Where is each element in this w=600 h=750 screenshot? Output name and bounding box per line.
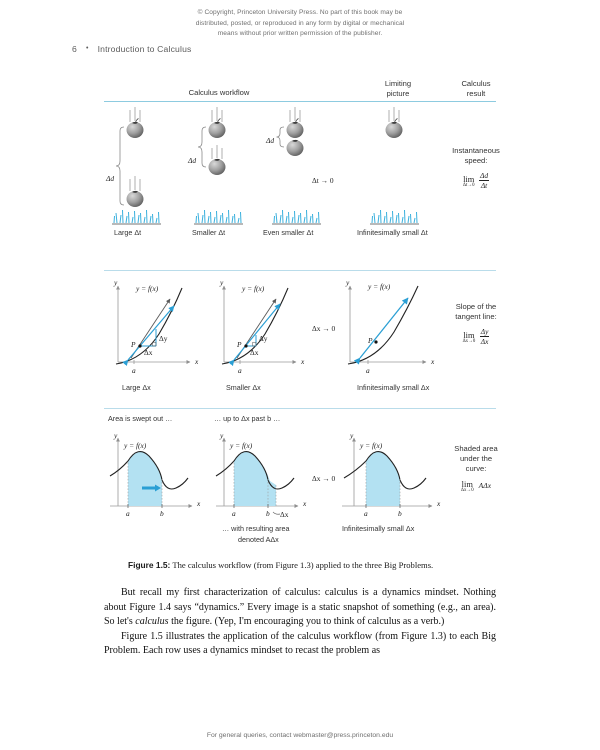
column-header-limiting-picture-line2: picture: [386, 89, 410, 99]
row1-limit-fraction: $\frac{\Delta d}{\Delta t}$: [480, 171, 489, 190]
row2-panel1-point-p: P: [131, 340, 136, 349]
row3-limit-arrow-text: Δx → 0: [312, 474, 336, 483]
row3-limit-body: AΔx: [478, 481, 492, 491]
row3-panel2-curve-label: y = f(x): [230, 441, 253, 450]
row2-panel1-delta-x: Δx: [144, 348, 153, 357]
paragraph-1-part-a: But recall my first characterization of calculus: calculus is a dynamics mindset. Nothing about Figure 1.4 says “dynamics.” Every image is a static snapshot of something (e.g., an area). So let's: [104, 587, 496, 628]
apple-icon: [287, 140, 304, 156]
paragraph-1-part-b: the figure. (Yep, I'm encouraging you to think of calculus as a verb.): [168, 616, 445, 628]
row3-limit-axis-x: x: [437, 499, 441, 508]
row1-result-line1: Instantaneous: [452, 146, 500, 155]
row3-result-limit: [440, 480, 512, 493]
row1-limit-caption: Infinitesimally small Δt: [357, 228, 428, 237]
row2-result-line1: Slope of the: [455, 302, 497, 311]
row2-limit-axis-y: y: [346, 278, 350, 287]
apple-icon: [209, 159, 226, 175]
row3-limit-tick-b: b: [398, 509, 402, 518]
row3-result-line1: Shaded area: [454, 444, 498, 453]
column-header-calculus-result-line1: Calculus: [461, 79, 491, 88]
row1-panel1-caption: Large Δt: [114, 228, 142, 237]
body-text: [104, 586, 496, 659]
row3-limit-axis-y: y: [350, 431, 354, 440]
row3-limit-curve-label: y = f(x): [360, 441, 383, 450]
row2-limit-fraction: $\frac{\Delta y}{\Delta x}$: [480, 327, 489, 346]
grass-icon: [370, 210, 419, 225]
column-header-calculus-result-line2: result: [466, 89, 486, 99]
row3-panel2-axis-y: y: [220, 431, 224, 440]
row3-panel2-tick-b: b: [266, 509, 270, 518]
figure-caption-text: The calculus workflow (from Figure 1.3) applied to the three Big Problems.: [170, 560, 434, 570]
row1-panel1-delta-d: Δd: [106, 174, 115, 183]
copyright-line-3: means without prior written permission of the publisher.: [217, 30, 383, 38]
grass-icon: [112, 210, 161, 225]
row3-panel2-bottom-note-2: denoted AΔx: [238, 535, 279, 544]
row1-panel3-caption: Even smaller Δt: [263, 228, 314, 237]
row3-panel1-top-note: Area is swept out …: [108, 414, 173, 423]
copyright-notice: [0, 8, 600, 40]
row3-result-line2: under the: [459, 454, 493, 464]
grass-icon: [272, 210, 321, 225]
running-head: [72, 44, 192, 54]
figure-rule-row1-row2: [104, 270, 496, 271]
row2-panel1-axis-x: x: [195, 357, 199, 366]
row3-limit-operator: lim Δx→0: [460, 480, 474, 493]
paragraph-1-emphasis: calculus: [135, 616, 169, 628]
row2-panel2-axis-x: x: [301, 357, 305, 366]
apple-icon: [127, 191, 144, 207]
row3-graphics: [104, 428, 496, 548]
row2-panel2-delta-x: Δx: [250, 348, 259, 357]
row1-limit-operator: lim Δt→0: [462, 174, 475, 188]
apple-icon: [287, 119, 304, 139]
separator-bullet-icon: •: [85, 45, 89, 52]
row1-panel2-delta-d: Δd: [188, 156, 197, 165]
apple-icon: [127, 119, 144, 139]
row2-limit-operator: lim Δx→0: [462, 330, 476, 344]
row3-panel2-axis-x: x: [303, 499, 307, 508]
figure-caption: [128, 560, 488, 572]
row3-panel2-top-note: … up to Δx past b …: [214, 414, 281, 423]
apple-icon: [209, 119, 226, 139]
row2-panel2-caption: Smaller Δx: [226, 383, 261, 392]
grass-icon: [194, 210, 243, 225]
row2-panel1-tick-a: a: [132, 366, 136, 375]
row2-panel1-axis-y: y: [114, 278, 118, 287]
row2-panel1-delta-y: Δy: [159, 334, 168, 343]
apple-icon: [386, 119, 403, 139]
row2-panel2-tick-a: a: [238, 366, 242, 375]
figure-caption-label: Figure 1.5:: [128, 560, 171, 570]
row2-panel2-axis-y: y: [220, 278, 224, 287]
paragraph-2: Figure 1.5 illustrates the application of the calculus workflow (from Figure 1.3) to each Big Problem. Each row uses a dynamics mindset to recast the problem as: [104, 630, 496, 657]
column-header-limiting-picture: [362, 79, 434, 99]
row2-panel2-point-p: P: [237, 340, 242, 349]
row2-result-line2: tangent line:: [455, 312, 497, 322]
figure-rule-row2-row3: [104, 408, 496, 409]
row1-result-limit: [440, 172, 512, 190]
row3-panel1-curve-label: y = f(x): [124, 441, 147, 450]
row1-result-text: [440, 146, 512, 166]
column-header-workflow: Calculus workflow: [188, 88, 250, 97]
column-header-limiting-picture-line1: Limiting: [384, 79, 412, 88]
row3-panel1-axis-y: y: [114, 431, 118, 440]
row2-limit-caption: Infinitesimally small Δx: [357, 383, 430, 392]
page-number: 6: [72, 44, 77, 54]
figure-rule-top: [104, 101, 496, 102]
chapter-title: Introduction to Calculus: [97, 44, 192, 54]
row2-limit-point-p: P: [368, 336, 373, 345]
row3-panel2-bottom-note-1: … with resulting area: [222, 524, 290, 533]
row1-limit-arrow-text: Δt → 0: [312, 176, 334, 185]
row2-panel1-curve-label: y = f(x): [136, 284, 159, 293]
row3-result-line3: curve:: [465, 464, 487, 474]
row1-graphics: [104, 104, 496, 269]
row1-panel3-delta-d: Δd: [266, 136, 275, 145]
row2-panel2-curve-label: y = f(x): [242, 284, 265, 293]
column-header-calculus-result: [442, 79, 510, 99]
row2-limit-curve-label: y = f(x): [368, 282, 391, 291]
row3-limit-caption: Infinitesimally small Δx: [342, 524, 415, 533]
figure-1-5: [104, 76, 500, 556]
row2-result-text: [440, 302, 512, 322]
row3-panel2-delta-x: Δx: [280, 510, 289, 519]
row3-panel1-tick-a: a: [126, 509, 130, 518]
row3-limit-tick-a: a: [364, 509, 368, 518]
row1-panel2-caption: Smaller Δt: [192, 228, 226, 237]
row3-panel1-axis-x: x: [197, 499, 201, 508]
row2-panel1-caption: Large Δx: [122, 383, 151, 392]
row2-limit-axis-x: x: [431, 357, 435, 366]
copyright-line-1: © Copyright, Princeton University Press. No part of this book may be: [197, 9, 403, 16]
row3-result-text: [440, 444, 512, 475]
row3-panel2-tick-a: a: [232, 509, 236, 518]
paragraph-1: [104, 586, 496, 630]
row2-panel2-delta-y: Δy: [259, 334, 268, 343]
row1-result-line2: speed:: [464, 156, 488, 166]
row3-panel1-tick-b: b: [160, 509, 164, 518]
row2-result-limit: [440, 328, 512, 346]
row2-limit-tick-a2: a: [366, 366, 370, 375]
copyright-line-2: distributed, posted, or reproduced in any form by digital or mechanical: [195, 19, 405, 27]
page-footer: For general queries, contact webmaster@press.princeton.edu: [206, 732, 394, 739]
row2-limit-arrow-text: Δx → 0: [312, 324, 336, 333]
